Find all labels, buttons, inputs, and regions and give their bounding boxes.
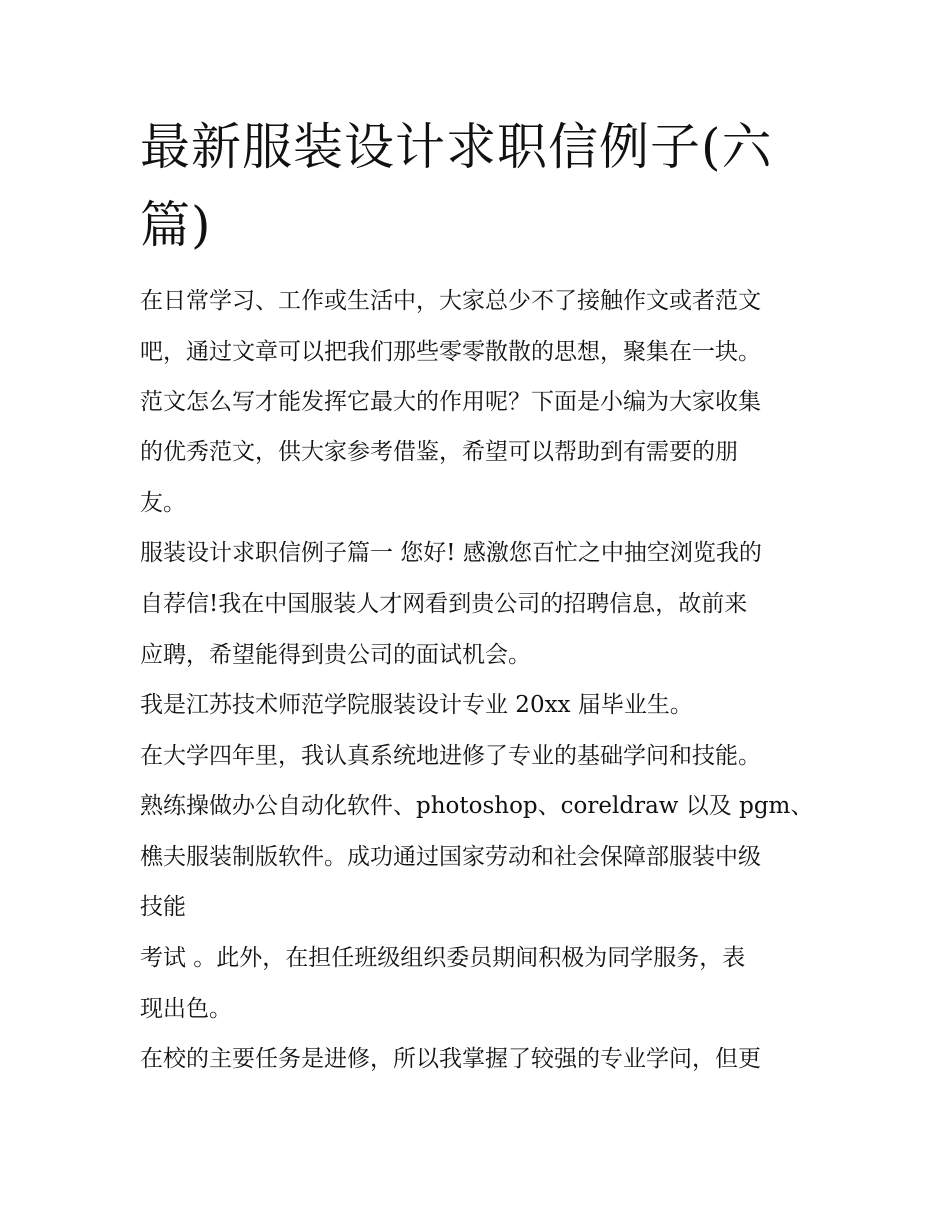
text-line: 我是江苏技术师范学院服装设计专业 20xx 届毕业生。 [140,692,693,718]
text-line: 现出色。 [140,996,232,1022]
text-line: 樵夫服装制版软件。成功通过国家劳动和社会保障部服装中级 [140,844,761,870]
text-line: 考试 。此外，在担任班级组织委员期间积极为同学服务，表 [140,945,746,971]
text-line: 熟练操做办公自动化软件、photoshop、coreldraw 以及 pgm、 [140,793,814,819]
text-line: 在日常学习、工作或生活中，大家总少不了接触作文或者范文 [140,288,761,314]
text-line: 技能 [140,894,186,920]
text-line: 自荐信!我在中国服装人才网看到贵公司的招聘信息，故前来 [140,591,748,617]
text-line: 在校的主要任务是进修，所以我掌握了较强的专业学问，但更 [140,1046,761,1072]
text-line: 范文怎么写才能发挥它最大的作用呢？下面是小编为大家收集 [140,389,761,415]
text-line: 服装设计求职信例子篇一 您好! 感激您百忙之中抽空浏览我的 [140,540,762,566]
text-line: 吧，通过文章可以把我们那些零零散散的思想，聚集在一块。 [140,339,761,365]
document-title: 最新服装设计求职信例子(六篇) [140,118,773,254]
text-line: 在大学四年里，我认真系统地进修了专业的基础学问和技能。 [140,743,761,769]
text-line: 应聘，希望能得到贵公司的面试机会。 [140,642,531,668]
text-line: 的优秀范文，供大家参考借鉴，希望可以帮助到有需要的朋 [140,439,738,465]
text-line: 友。 [140,490,186,516]
